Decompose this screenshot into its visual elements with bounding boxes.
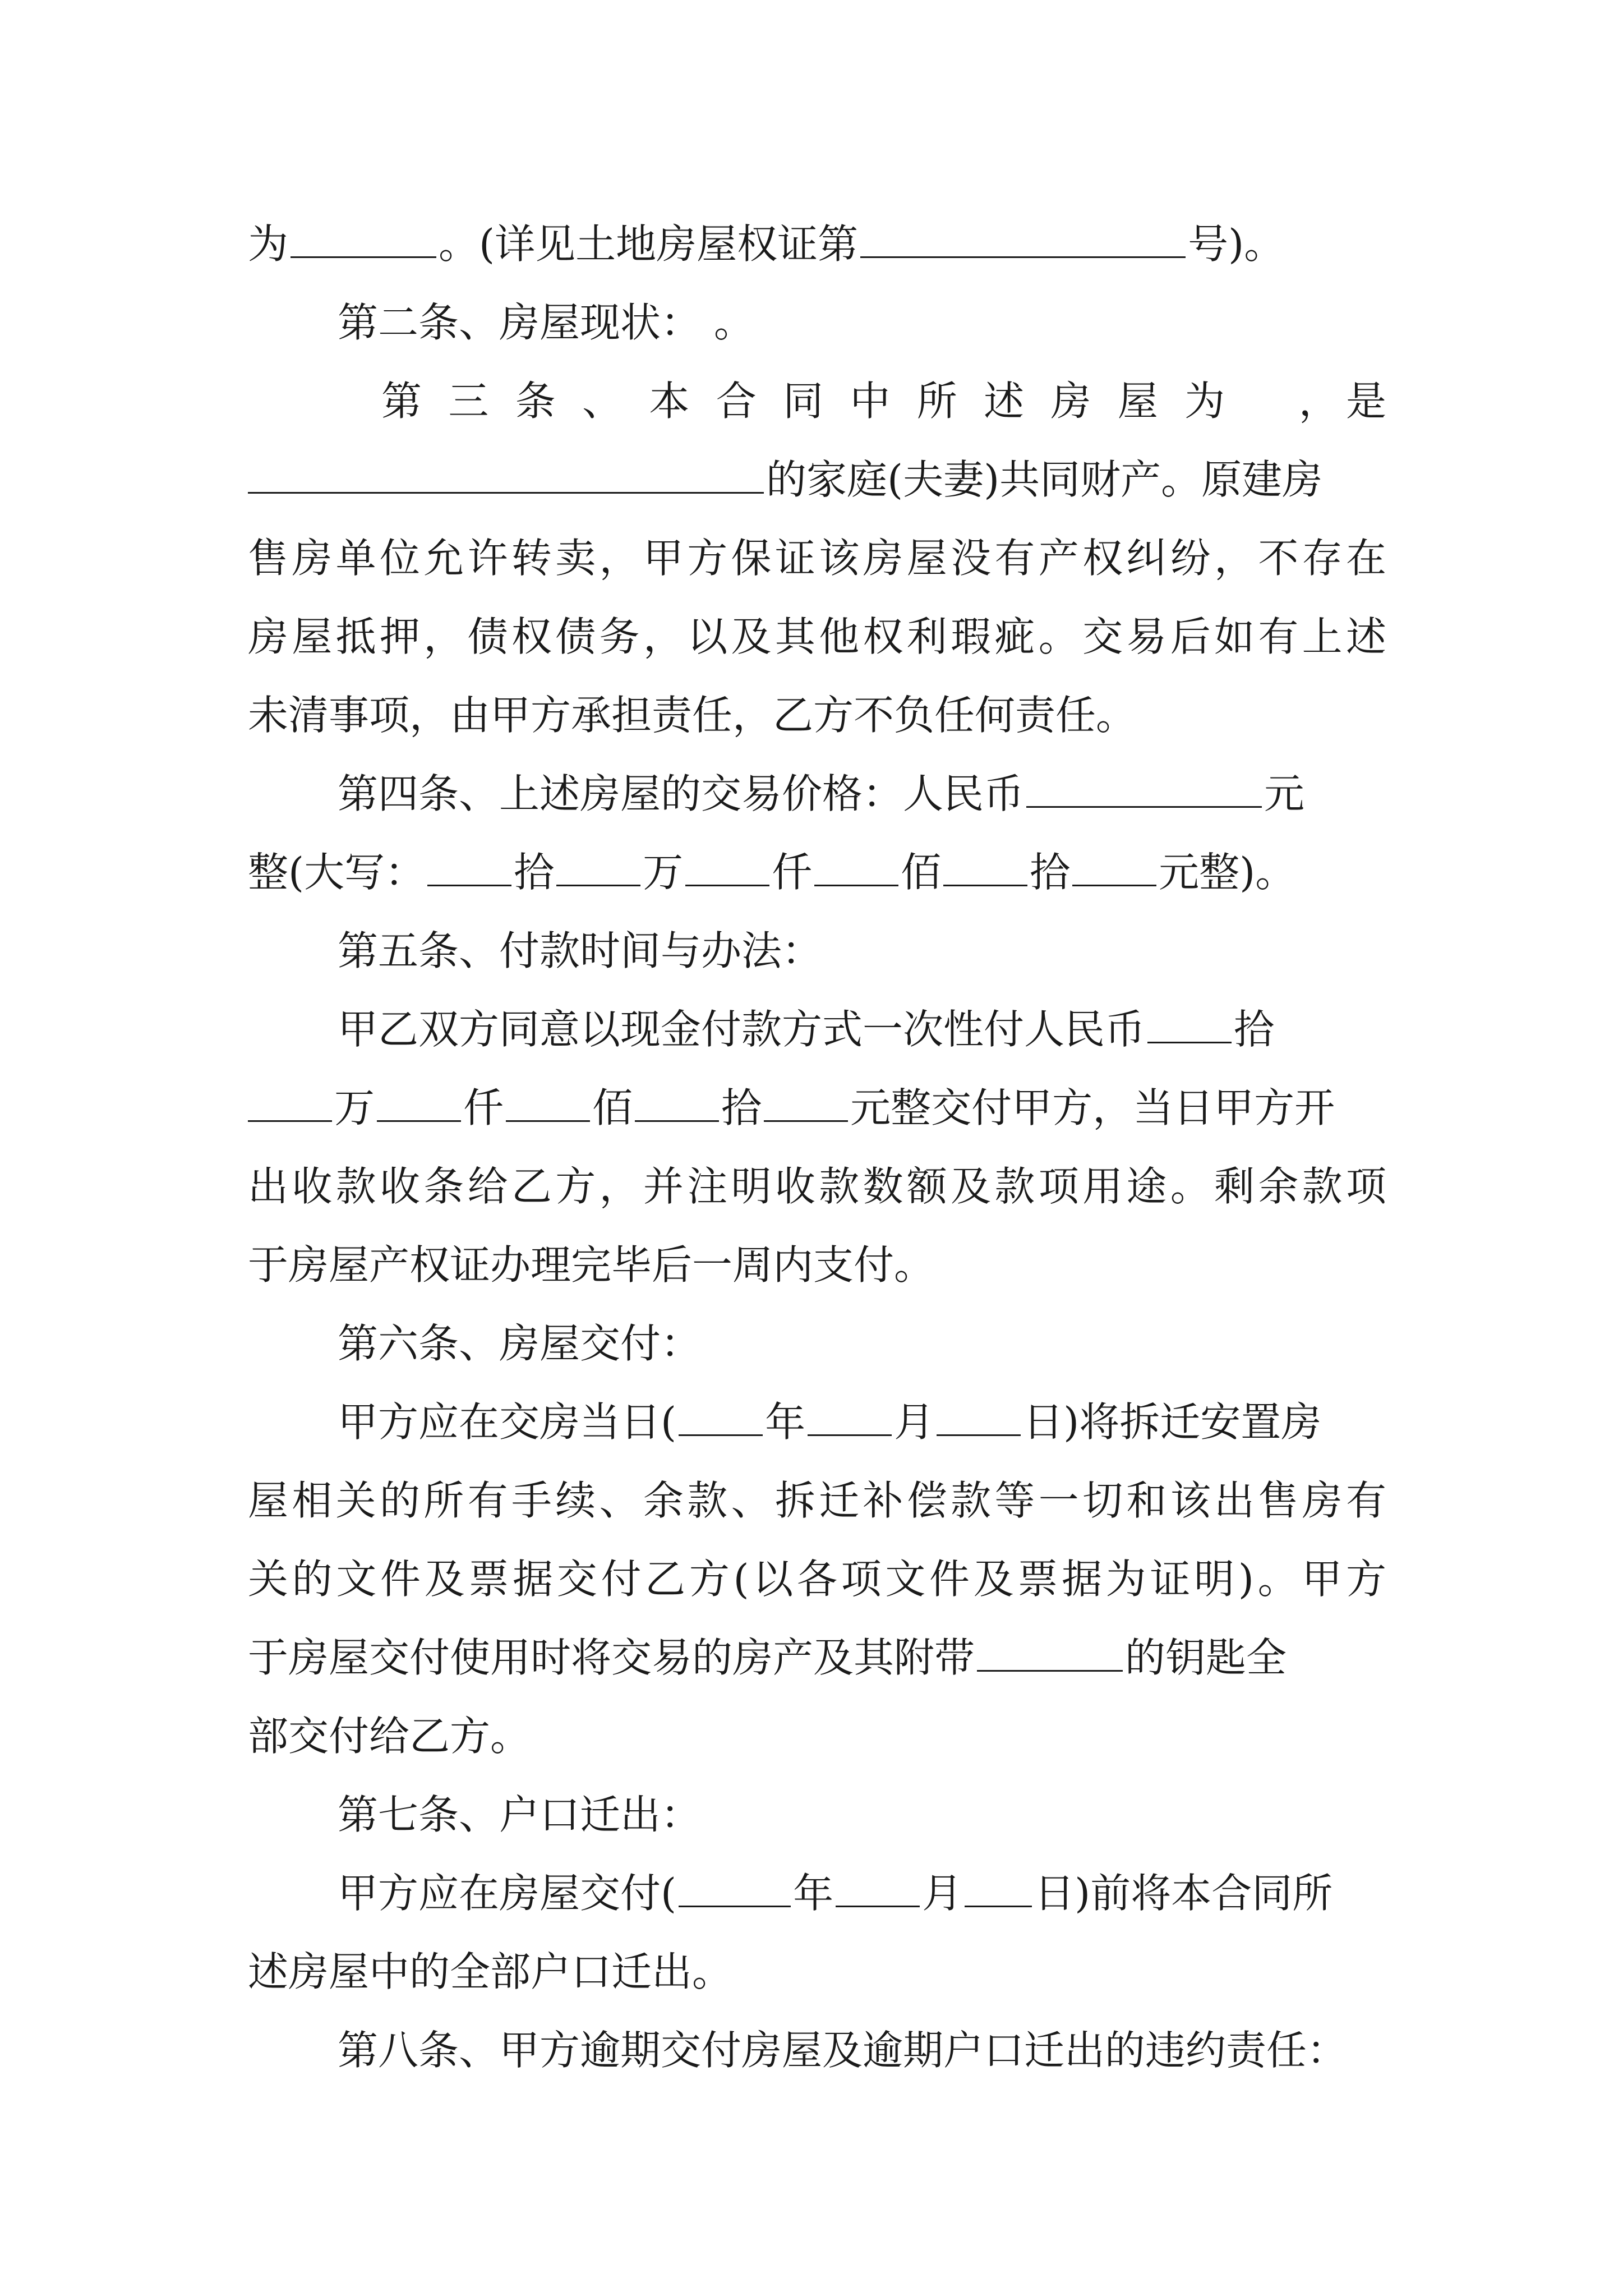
- text-segment: 拾: [1234, 1006, 1275, 1053]
- text-line: [338, 754, 1386, 833]
- text-segment: 仟: [772, 849, 813, 896]
- text-line: [248, 440, 1386, 519]
- text-segment: 佰: [592, 1084, 633, 1131]
- text-line: [248, 1618, 1386, 1697]
- text-line: 第五条、付款时间与办法：: [338, 927, 823, 974]
- text-segment: 万: [643, 849, 684, 896]
- fill-blank: [685, 851, 769, 886]
- fill-blank: [248, 1087, 332, 1122]
- text-line: [248, 1069, 1386, 1147]
- fill-blank: [248, 458, 764, 494]
- text-segment: 。(详见土地房屋权证第: [439, 220, 859, 268]
- text-line: 于房屋产权证办理完毕后一周内支付。: [248, 1241, 935, 1289]
- text-segment: 元整)。: [1159, 849, 1296, 896]
- text-segment: 万: [334, 1084, 375, 1131]
- text-segment: 于房屋交付使用时将交易的房产及其附带: [248, 1634, 975, 1681]
- fill-blank: [764, 1087, 848, 1122]
- text-segment: 甲方应在房屋交付(: [338, 1870, 677, 1917]
- text-segment: 日)前将本合同所: [1034, 1870, 1333, 1917]
- fill-blank: [1026, 772, 1262, 808]
- fill-blank: [506, 1087, 590, 1122]
- text-segment: 年: [793, 1870, 834, 1917]
- text-line: 部交付给乙方。: [248, 1713, 531, 1760]
- text-line: 出收款收条给乙方，并注明收款数额及款项用途。剩余款项: [248, 1163, 1386, 1210]
- text-segment: 的家庭(夫妻)共同财产。原建房: [766, 456, 1323, 503]
- text-segment: 年: [765, 1398, 806, 1446]
- text-line: [248, 833, 1386, 912]
- text-segment: 整(大写：: [248, 849, 426, 896]
- text-segment: 为: [248, 220, 289, 268]
- fill-blank: [635, 1087, 719, 1122]
- fill-blank: [1072, 851, 1156, 886]
- text-segment: 拾: [1030, 849, 1071, 896]
- text-line: [338, 990, 1386, 1069]
- text-line: 第六条、房屋交付：: [338, 1320, 702, 1367]
- fill-blank: [427, 851, 511, 886]
- text-segment: 元: [1264, 770, 1305, 817]
- text-line: [248, 205, 1386, 283]
- text-line: 第八条、甲方逾期交付房屋及逾期户口迁出的违约责任：: [338, 2027, 1348, 2074]
- fill-blank: [943, 851, 1027, 886]
- fill-blank: [814, 851, 898, 886]
- fill-blank: [1147, 1008, 1232, 1043]
- text-line: [338, 1854, 1386, 1932]
- text-segment: 甲方应在交房当日(: [338, 1398, 677, 1446]
- fill-blank: [679, 1872, 791, 1907]
- text-line: 关的文件及票据交付乙方(以各项文件及票据为证明)。甲方: [248, 1556, 1386, 1603]
- text-segment: 甲乙双方同意以现金付款方式一次性付人民币: [338, 1006, 1146, 1053]
- text-segment: 佰: [901, 849, 942, 896]
- text-segment: 日)将拆迁安置房: [1023, 1398, 1322, 1446]
- fill-blank: [291, 223, 436, 258]
- fill-blank: [808, 1401, 892, 1436]
- text-line: [338, 1383, 1386, 1461]
- text-segment: 月: [894, 1398, 935, 1446]
- fill-blank: [679, 1401, 763, 1436]
- text-line: 屋相关的所有手续、余款、拆迁补偿款等一切和该出售房有: [248, 1477, 1386, 1524]
- fill-blank: [377, 1087, 461, 1122]
- text-line: 房屋抵押，债权债务，以及其他权利瑕疵。交易后如有上述: [248, 613, 1386, 660]
- fill-blank: [937, 1401, 1021, 1436]
- text-segment: 元整交付甲方，当日甲方开: [850, 1084, 1335, 1131]
- fill-blank: [836, 1872, 920, 1907]
- text-segment: 仟: [463, 1084, 504, 1131]
- text-line: 第二条、房屋现状： 。: [338, 299, 754, 346]
- fill-blank: [860, 223, 1186, 258]
- text-line: 第 三 条 、 本 合 同 中 所 述 房 屋 为 ，是: [381, 378, 1386, 425]
- text-segment: 月: [922, 1870, 963, 1917]
- text-segment: 号)。: [1188, 220, 1285, 268]
- text-segment: 第四条、上述房屋的交易价格：人民币: [338, 770, 1025, 817]
- fill-blank: [977, 1636, 1123, 1672]
- text-line: 述房屋中的全部户口迁出。: [248, 1948, 733, 1995]
- text-segment: 拾: [514, 849, 555, 896]
- fill-blank: [965, 1872, 1032, 1907]
- text-line: 第七条、户口迁出：: [338, 1791, 702, 1838]
- text-line: 售房单位允许转卖，甲方保证该房屋没有产权纠纷，不存在: [248, 535, 1386, 582]
- text-segment: 拾: [721, 1084, 762, 1131]
- fill-blank: [556, 851, 640, 886]
- text-line: 未清事项，由甲方承担责任，乙方不负任何责任。: [248, 692, 1137, 739]
- text-segment: 的钥匙全: [1125, 1634, 1287, 1681]
